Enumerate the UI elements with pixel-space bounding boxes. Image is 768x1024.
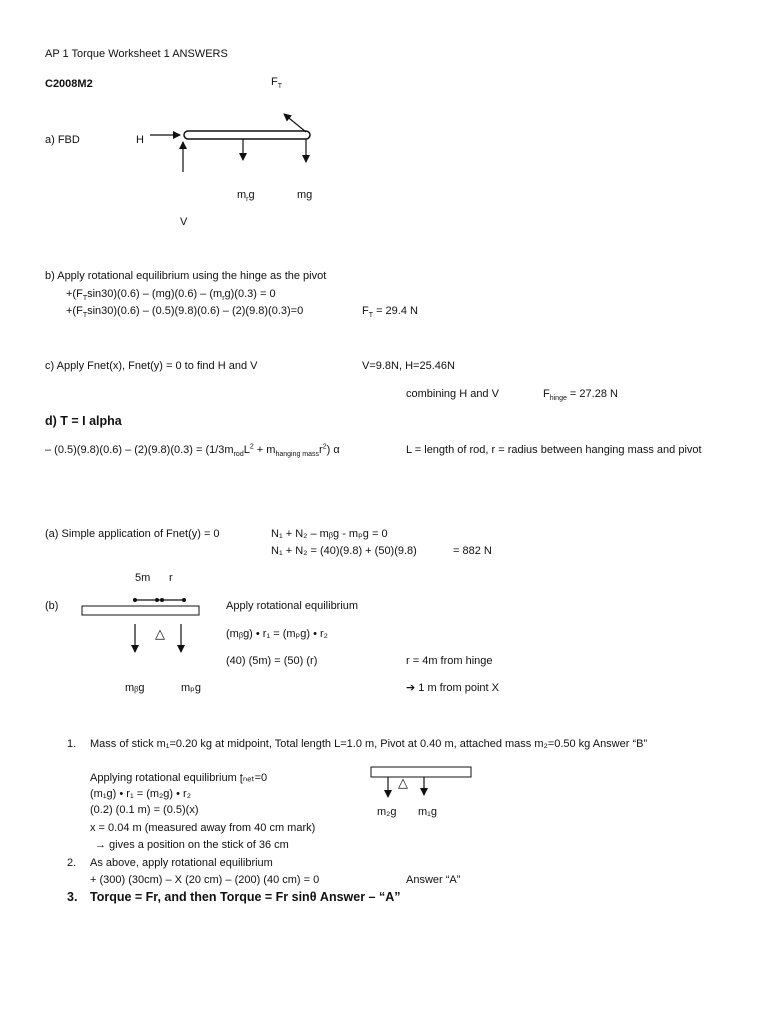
p2-b-result2: ➔ 1 m from point X	[406, 682, 499, 694]
part-c-text: c) Apply Fnet(x), Fnet(y) = 0 to find H and V	[45, 360, 258, 372]
v-label: V	[180, 216, 188, 228]
h-label: H	[136, 134, 144, 146]
q1-line5: → gives a position on the stick of 36 cm	[95, 839, 289, 851]
part-b-eq1: $+(F_T\sin 30)(0.6) - (mg)(0.6) - (m_rg)(0.3) = 0$	[66, 288, 276, 303]
stick-shape	[371, 767, 471, 777]
p2-b-eq1: (mᵦg) • r₁ = (mₚg) • r₂	[226, 628, 328, 640]
m2g-label: m₂g	[377, 806, 397, 818]
dist-5m-label: 5m	[135, 572, 151, 584]
p2-b-eq2: (40) (5m) = (50) (r)	[226, 655, 318, 667]
mpg-label: mₚg	[181, 682, 201, 694]
problem-code: C2008M2	[45, 78, 93, 90]
q2-number: 2.	[67, 857, 77, 869]
dist-r-label: r	[169, 572, 173, 584]
q1-line3: (0.2) (0.1 m) = (0.5)(x)	[90, 804, 199, 816]
m1g-label: m₁g	[418, 806, 437, 818]
q1-line2: (m₁g) • r₁ = (m₂g) • r₂	[90, 788, 191, 800]
mg-label: mg	[297, 189, 313, 201]
part-a-label: a) FBD	[45, 134, 80, 146]
ft-label: $F_T$	[271, 76, 283, 91]
part-c-result: V=9.8N, H=25.46N	[362, 360, 455, 372]
p2-b-apply: Apply rotational equilibrium	[226, 600, 359, 612]
p2-b-label: (b)	[45, 600, 59, 612]
q3-text: Torque = Fr, and then Torque = Fr sinθ Answer – “A”	[90, 890, 401, 904]
q1-text: Mass of stick m₁=0.20 kg at midpoint, Total length L=1.0 m, Pivot at 0.40 m, attached mass m₂=0.50 kg Answer “B”	[90, 738, 648, 750]
q2-text: As above, apply rotational equilibrium	[90, 857, 273, 869]
part-b-answer: $F_T = 29.4$ N	[362, 305, 418, 320]
q3-number: 3.	[67, 890, 78, 904]
p2-a-eq2: N₁ + N₂ = (40)(9.8) + (50)(9.8)	[271, 545, 417, 557]
p2-b-result1: r = 4m from hinge	[406, 655, 493, 667]
q1-line4: x = 0.04 m (measured away from 40 cm mark)	[90, 822, 316, 834]
part-b-intro: b) Apply rotational equilibrium using the hinge as the pivot	[45, 270, 327, 282]
p2-a-text: (a) Simple application of Fnet(y) = 0	[45, 528, 220, 540]
part-c-fhinge: $F_{hinge} = 27.28$ N	[543, 388, 618, 403]
part-d-equation: – $(0.5)(9.8)(0.6) - (2)(9.8)(0.3) = (1/3m_{rod}L^2 + m_{hanging mass}r^2)$ α	[45, 443, 340, 459]
p2-a-answer: = 882 N	[453, 545, 492, 557]
mbg-label: mᵦg	[125, 682, 145, 694]
part-d-heading: d) T = I alpha	[45, 414, 122, 428]
q1-number: 1.	[67, 738, 77, 750]
part-d-note: L = length of rod, r = radius between hanging mass and pivot	[406, 444, 702, 456]
q1-line1: Applying rotational equilibrium ʈₙₑₜ=0	[90, 772, 268, 784]
q2-answer: Answer “A”	[406, 874, 461, 886]
mrg-label: $m_rg$	[237, 189, 255, 204]
part-c-combine: combining H and V	[406, 388, 499, 400]
p2-a-eq1: N₁ + N₂ – mᵦg - mₚg = 0	[271, 528, 388, 540]
worksheet-title: AP 1 Torque Worksheet 1 ANSWERS	[45, 48, 228, 60]
part-b-eq2: $+(F_T\sin 30)(0.6) - (0.5)(9.8)(0.6) - (2)(9.8)(0.3)=0$	[66, 305, 304, 320]
pivot-triangle-icon: △	[155, 626, 165, 641]
q2-equation: + (300) (30cm) – X (20 cm) – (200) (40 cm) = 0	[90, 874, 320, 886]
stick-pivot-icon: △	[398, 775, 408, 790]
